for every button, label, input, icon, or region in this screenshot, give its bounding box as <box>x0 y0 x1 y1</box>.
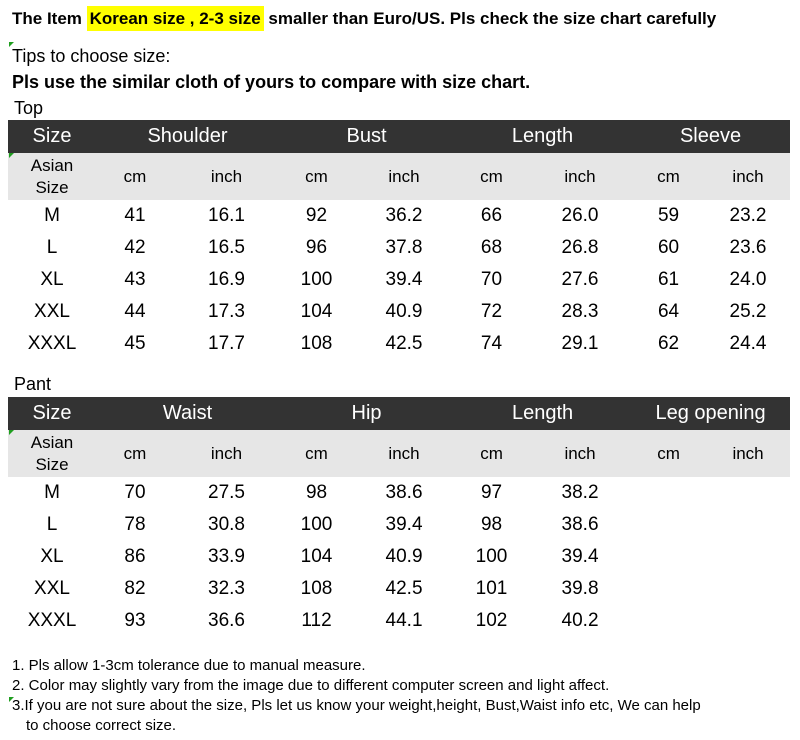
table-cell: 82 <box>124 578 146 599</box>
table-row <box>8 264 790 296</box>
top-section-label: Top <box>14 98 44 118</box>
table-cell: 25.2 <box>729 301 767 322</box>
table-cell: 40.2 <box>561 610 599 631</box>
table-cell <box>631 573 706 605</box>
table-cell: 72 <box>480 301 503 322</box>
unit-label: inch <box>529 153 631 200</box>
table-cell: 97 <box>480 482 503 503</box>
size-cell: L <box>46 514 58 535</box>
pant-size-table <box>8 397 790 637</box>
size-cell: XXXL <box>27 333 77 354</box>
table-cell: 98 <box>305 482 328 503</box>
compare-note: Pls use the similar cloth of yours to compare with size chart. <box>12 72 531 92</box>
table-cell: 23.6 <box>729 237 767 258</box>
table-cell: 16.1 <box>208 205 245 226</box>
unit-label: cm <box>279 430 354 477</box>
table-cell: 26.8 <box>561 237 599 258</box>
column-header-waist: Waist <box>96 397 279 430</box>
size-cell: XXXL <box>27 610 77 631</box>
table-subheader-row <box>8 430 790 477</box>
table-cell: 104 <box>300 301 333 322</box>
note-3: 3.If you are not sure about the size, Pls let us know your weight,height, Bust,Waist info etc, We can help <box>12 697 701 714</box>
table-cell: 26.0 <box>561 205 599 226</box>
table-row <box>8 605 790 637</box>
headline-suffix: smaller than Euro/US. Pls check the size chart carefully <box>268 9 717 28</box>
table-cell: 36.6 <box>208 610 245 631</box>
unit-label: cm <box>454 430 529 477</box>
table-cell: 30.8 <box>208 514 245 535</box>
note-2: 2. Color may slightly vary from the image due to different computer screen and light affect. <box>12 677 610 694</box>
table-cell: 62 <box>657 333 680 354</box>
size-cell: M <box>44 205 60 226</box>
table-cell: 42.5 <box>385 578 423 599</box>
table-cell: 68 <box>480 237 503 258</box>
table-cell: 101 <box>475 578 508 599</box>
unit-label: inch <box>706 430 790 477</box>
table-cell: 78 <box>124 514 146 535</box>
table-cell <box>631 477 706 509</box>
table-cell: 93 <box>124 610 146 631</box>
table-cell: 42 <box>124 237 146 258</box>
table-row <box>8 541 790 573</box>
table-cell: 100 <box>300 514 333 535</box>
table-cell: 86 <box>124 546 146 567</box>
column-header-size: Size <box>8 397 96 430</box>
table-cell: 29.1 <box>561 333 599 354</box>
table-cell: 27.5 <box>208 482 245 503</box>
table-cell: 108 <box>300 333 333 354</box>
table-cell: 96 <box>305 237 328 258</box>
size-cell: M <box>44 482 60 503</box>
note-1: 1. Pls allow 1-3cm tolerance due to manual measure. <box>12 657 366 674</box>
table-cell: 40.9 <box>385 301 423 322</box>
column-header-sleeve: Sleeve <box>631 120 790 153</box>
green-corner-marker-icon <box>9 430 14 435</box>
table-cell: 41 <box>124 205 146 226</box>
table-cell: 104 <box>300 546 333 567</box>
table-cell: 42.5 <box>385 333 423 354</box>
table-row <box>8 200 790 232</box>
unit-label: cm <box>96 153 174 200</box>
green-corner-marker-icon <box>9 153 14 158</box>
table-cell: 108 <box>300 578 333 599</box>
table-cell <box>706 477 790 509</box>
table-cell: 44.1 <box>385 610 423 631</box>
table-cell <box>706 605 790 637</box>
table-cell: 37.8 <box>385 237 423 258</box>
asian-size-label: Asian Size <box>8 430 96 477</box>
headline <box>12 9 716 29</box>
table-cell: 28.3 <box>561 301 599 322</box>
table-cell: 39.4 <box>561 546 599 567</box>
table-subheader-row <box>8 153 790 200</box>
pant-section-label: Pant <box>14 374 52 394</box>
top-size-table <box>8 120 790 360</box>
size-cell: XL <box>40 269 64 290</box>
table-cell: 27.6 <box>561 269 599 290</box>
table-header-row <box>8 397 790 430</box>
unit-label: cm <box>631 153 706 200</box>
table-cell: 92 <box>305 205 328 226</box>
table-cell: 66 <box>480 205 503 226</box>
table-cell: 102 <box>475 610 508 631</box>
table-cell: 43 <box>124 269 146 290</box>
unit-label: inch <box>354 430 454 477</box>
table-row <box>8 477 790 509</box>
tips-label: Tips to choose size: <box>12 46 171 66</box>
table-cell: 38.2 <box>561 482 599 503</box>
table-cell: 112 <box>301 610 332 631</box>
table-cell: 38.6 <box>385 482 423 503</box>
table-cell: 70 <box>480 269 503 290</box>
unit-label: inch <box>706 153 790 200</box>
table-cell <box>706 509 790 541</box>
table-cell: 32.3 <box>208 578 245 599</box>
column-header-shoulder: Shoulder <box>96 120 279 153</box>
column-header-size: Size <box>8 120 96 153</box>
table-cell: 39.4 <box>385 269 423 290</box>
size-cell: XXL <box>34 301 70 322</box>
table-cell: 24.4 <box>729 333 767 354</box>
column-header-hip: Hip <box>279 397 454 430</box>
size-cell: XL <box>40 546 64 567</box>
table-cell: 45 <box>124 333 146 354</box>
column-header-length: Length <box>454 397 631 430</box>
table-cell: 64 <box>657 301 680 322</box>
column-header-length: Length <box>454 120 631 153</box>
green-corner-marker-icon <box>9 697 14 702</box>
table-cell <box>631 605 706 637</box>
table-cell: 100 <box>475 546 508 567</box>
size-cell: XXL <box>34 578 70 599</box>
table-cell: 24.0 <box>729 269 767 290</box>
unit-label: inch <box>174 430 279 477</box>
unit-label: inch <box>529 430 631 477</box>
table-header-row <box>8 120 790 153</box>
unit-label: inch <box>354 153 454 200</box>
table-cell: 33.9 <box>208 546 245 567</box>
table-cell: 74 <box>480 333 503 354</box>
table-cell: 100 <box>300 269 333 290</box>
table-cell <box>706 573 790 605</box>
table-cell: 17.3 <box>208 301 245 322</box>
table-cell: 16.5 <box>208 237 245 258</box>
asian-size-label: Asian Size <box>8 153 96 200</box>
headline-prefix: The Item <box>12 9 87 28</box>
table-cell: 17.7 <box>208 333 245 354</box>
notes <box>12 656 701 736</box>
table-cell: 39.8 <box>561 578 599 599</box>
unit-label: cm <box>631 430 706 477</box>
table-cell: 60 <box>657 237 680 258</box>
table-cell <box>631 541 706 573</box>
table-cell: 61 <box>657 269 680 290</box>
table-cell: 44 <box>124 301 146 322</box>
unit-label: cm <box>279 153 354 200</box>
size-cell: L <box>46 237 58 258</box>
table-row <box>8 232 790 264</box>
table-row <box>8 296 790 328</box>
table-cell: 98 <box>480 514 503 535</box>
table-row <box>8 573 790 605</box>
table-cell <box>631 509 706 541</box>
note-3-continued: to choose correct size. <box>26 717 177 734</box>
unit-label: cm <box>454 153 529 200</box>
column-header-bust: Bust <box>279 120 454 153</box>
table-row <box>8 509 790 541</box>
column-header-leg-opening: Leg opening <box>631 397 790 430</box>
table-cell: 70 <box>124 482 146 503</box>
table-cell: 23.2 <box>729 205 767 226</box>
table-cell <box>706 541 790 573</box>
table-row <box>8 328 790 360</box>
unit-label: inch <box>174 153 279 200</box>
table-cell: 59 <box>657 205 680 226</box>
unit-label: cm <box>96 430 174 477</box>
table-cell: 16.9 <box>208 269 245 290</box>
table-cell: 36.2 <box>385 205 423 226</box>
table-cell: 39.4 <box>385 514 423 535</box>
headline-highlight: Korean size , 2-3 size <box>87 6 264 31</box>
table-cell: 40.9 <box>385 546 423 567</box>
table-cell: 38.6 <box>561 514 599 535</box>
